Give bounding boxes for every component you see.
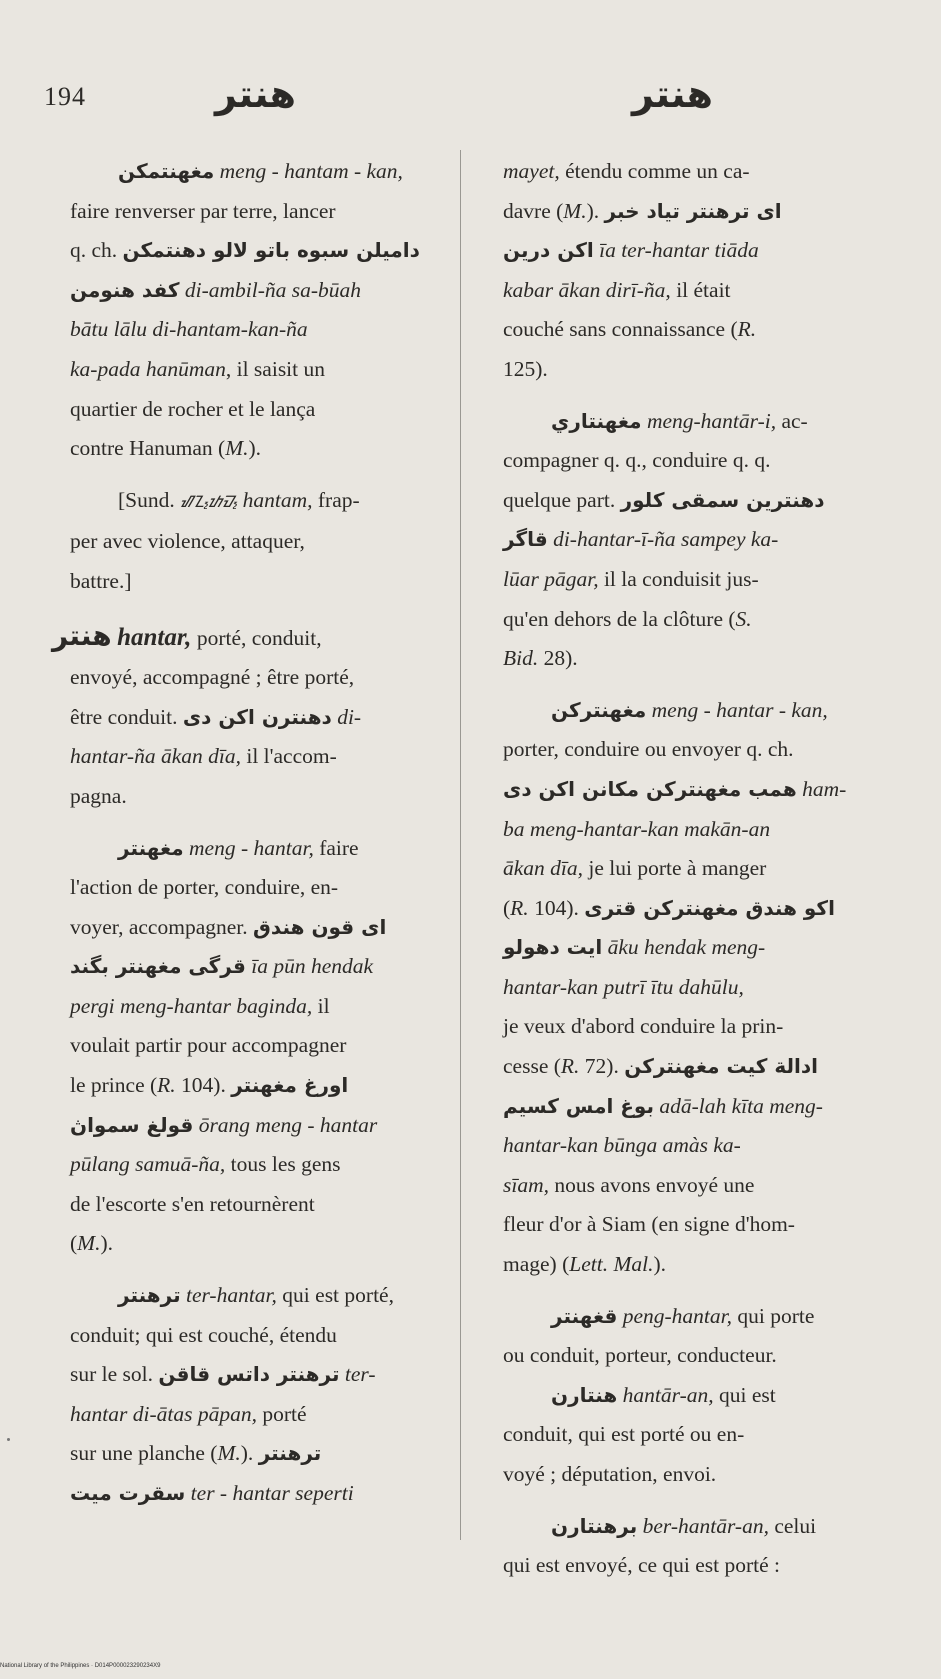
right-column [503, 152, 878, 1586]
entry-menghantarkan: مغهنتركن meng - hantar - kan, porter, conduire ou envoyer q. ch. همب مغهنتركن مكانن اكن دى ham- ba meng-hantar-kan makān-an ākan dīa, je lui porte à manger (R. 104). اكو هندق مغهنتركن قترى ايت دهولو āku hendak meng- hantar-kan putrī ītu dahūlu, je veux d'abord conduire la prin- cesse (R. 72). ادالة كيت مغهنتركن بوغ امس كسيم adā-lah kīta meng- hantar-kan būnga amàs ka- sīam, nous avons envoyé une fleur d'or à Siam (en signe d'hom- mage) (Lett. Mal.). [503, 697, 847, 1277]
speck-mark [7, 1438, 10, 1441]
running-headword-right: هنتر [632, 72, 714, 116]
entry-hantaran: هنتارن hantār-an, qui est conduit, qui est porté ou en- voyé ; députation, envoi. [503, 1382, 776, 1486]
page-number: 194 [44, 82, 86, 111]
entry-terhantar-continued: mayet, étendu comme un ca- davre (M.). اى ترهنتر تياد خبر اكن درين īa ter-hantar tiāda kabar ākan dirī-ña, il était couché sans connaissance (R. 125). [503, 159, 782, 381]
entry-penghantar: قغهنتر peng-hantar, qui porte ou conduit, porteur, conducteur. [503, 1303, 815, 1368]
entry-berhantaran: برهنتارن ber-hantār-an, celui qui est envoyé, ce qui est porté : [503, 1513, 817, 1578]
scan-footer: National Library of the Philippines · D014P000023290234X9 [0, 1663, 161, 1669]
entry-hantar: هنتر hantar, porté, conduit, [52, 618, 322, 652]
column-divider [460, 150, 461, 1540]
entry-menghantar: مغهنتر meng - hantar, faire l'action de porter, conduire, en- voyer, accompagner. اى قون هندق قرگى مغهنتر بگند īa pūn hendak pergi meng-hantar baginda, il voulait partir pour accompagner le prince (R. 104). اورغ مغهنتر قولغ سمواڽ ōrang meng - hantar pūlang samuā-ña, tous les gens de l'escorte s'en retournèrent (M.). [70, 835, 387, 1256]
entry-menghantari: مغهنتاري meng-hantār-i, ac- compagner q. q., conduire q. q. quelque part. دهنترين سمقى كلور قاگر di-hantar-ī-ña sampey ka- lūar pāgar, il la conduisit jus- qu'en dehors de la clôture (S. Bid. 28). [503, 408, 825, 671]
entry-terhantar: ترهنتر ter-hantar, qui est porté, conduit; qui est couché, étendu sur le sol. ترهنتر داتس قاقن ter- hantar di-ātas pāpan, porté sur une planche (M.). ترهنتر سقرت ميت ter - hantar seperti [70, 1283, 394, 1505]
left-column: مغهنتمكن meng - hantam - kan, faire renverser par terre, lancer q. ch. داميلن سبوه باتو لالو دهنتمكن كفد هنومن di-ambil-ña sa-būah bātu lālu di-hantam-kan-ña ka-pada hanūman, il saisit un quartier de rocher et le lança contre Hanuman (M.). [Sund. ᮠᮔ᮪ᮒᮙ᮪ hantam, frap- per avec violence, attaquer, battre.] هنتر hantar, porté, conduit, envoyé, accompagné ; être porté, être conduit. دهنترن اكن دى di- hantar-ña ākan dīa, il l'accom- pagna. مغهنتر meng - hantar, faire l'action de porter, conduire, en- voyer, accompagner. اى قون هندق قرگى مغهنتر بگند īa pūn hendak pergi meng-hantar baginda, il voulait partir pour accompagner le prince (R. 104). اورغ مغهنتر قولغ سمواڽ ōrang meng - hantar pūlang samuā-ña, tous les gens de l'escorte s'en retournèrent (M.). ترهنتر ter-hantar, qui est porté, conduit; qui est couché, étendu sur le sol. ترهنتر داتس قاقن ter- hantar di-ātas pāpan, porté sur une planche (M.). ترهنتر سقرت ميت ter - hantar seperti [70, 152, 440, 1514]
running-headword-left: هنتر [215, 72, 297, 116]
entry-menghantamkan: مغهنتمكن meng - hantam - kan, faire renverser par terre, lancer q. ch. داميلن سبوه باتو لالو دهنتمكن كفد هنومن di-ambil-ña sa-būah bātu lālu di-hantam-kan-ña ka-pada hanūman, il saisit un quartier de rocher et le lança contre Hanuman (M.). [70, 159, 420, 461]
note-sundanese: [Sund. ᮠᮔ᮪ᮒᮙ᮪ hantam, frap- per avec violence, attaquer, battre.] [70, 487, 360, 593]
